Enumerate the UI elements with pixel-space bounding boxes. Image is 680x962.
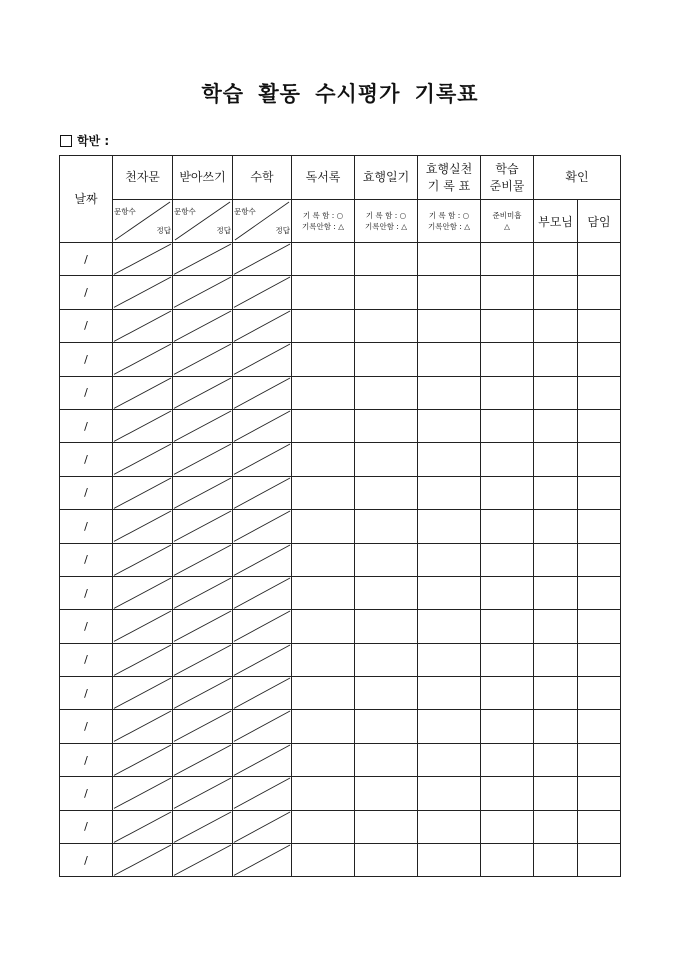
dictation-cell[interactable] [173, 576, 233, 609]
filial-record-cell[interactable] [418, 777, 481, 810]
filial-diary-cell[interactable] [355, 610, 418, 643]
dictation-cell[interactable] [173, 276, 233, 309]
parent-confirm-cell[interactable] [534, 276, 578, 309]
filial-diary-cell[interactable] [355, 543, 418, 576]
date-cell[interactable]: / [60, 510, 113, 543]
parent-confirm-cell[interactable] [534, 576, 578, 609]
date-cell[interactable]: / [60, 777, 113, 810]
evaluation-record-table [59, 155, 621, 877]
math-cell[interactable] [233, 777, 292, 810]
reading-cell[interactable] [292, 343, 355, 376]
math-cell[interactable] [233, 743, 292, 776]
supplies-cell[interactable] [481, 443, 534, 476]
parent-confirm-cell[interactable] [534, 510, 578, 543]
filial-record-cell[interactable] [418, 510, 481, 543]
chinese-cell[interactable] [113, 643, 173, 676]
reading-cell[interactable] [292, 510, 355, 543]
filial-record-cell[interactable] [418, 376, 481, 409]
subheader-filial-record: 기 록 함 : ○ 기록안함 : △ [418, 200, 481, 243]
subheader-math: 문항수 정답 [233, 200, 292, 243]
table-row [60, 677, 621, 710]
teacher-confirm-cell[interactable] [578, 510, 621, 543]
filial-record-cell[interactable] [418, 810, 481, 843]
filial-record-cell[interactable] [418, 476, 481, 509]
supplies-cell[interactable] [481, 543, 534, 576]
parent-confirm-cell[interactable] [534, 409, 578, 442]
chinese-cell[interactable] [113, 409, 173, 442]
supplies-cell[interactable] [481, 243, 534, 276]
filial-record-cell[interactable] [418, 743, 481, 776]
teacher-confirm-cell[interactable] [578, 376, 621, 409]
filial-diary-cell[interactable] [355, 576, 418, 609]
reading-cell[interactable] [292, 476, 355, 509]
header-supplies: 학습 준비물 [481, 156, 534, 200]
parent-confirm-cell[interactable] [534, 710, 578, 743]
table-row [60, 276, 621, 309]
math-cell[interactable] [233, 810, 292, 843]
table-row [60, 710, 621, 743]
math-cell[interactable] [233, 576, 292, 609]
header-teacher: 담임 [578, 200, 621, 243]
class-label: 학반 : [77, 134, 110, 148]
header-filial-record: 효행실천 기 록 표 [418, 156, 481, 200]
header-math: 수학 [233, 156, 292, 200]
math-cell[interactable] [233, 243, 292, 276]
teacher-confirm-cell[interactable] [578, 610, 621, 643]
dictation-cell[interactable] [173, 476, 233, 509]
supplies-cell[interactable] [481, 677, 534, 710]
filial-diary-cell[interactable] [355, 243, 418, 276]
parent-confirm-cell[interactable] [534, 443, 578, 476]
date-cell[interactable]: / [60, 476, 113, 509]
teacher-confirm-cell[interactable] [578, 309, 621, 342]
date-cell[interactable]: / [60, 443, 113, 476]
filial-diary-cell[interactable] [355, 643, 418, 676]
header-reading: 독서록 [292, 156, 355, 200]
filial-diary-cell[interactable] [355, 743, 418, 776]
chinese-cell[interactable] [113, 844, 173, 877]
math-cell[interactable] [233, 543, 292, 576]
reading-cell[interactable] [292, 810, 355, 843]
parent-confirm-cell[interactable] [534, 810, 578, 843]
table-row [60, 443, 621, 476]
supplies-cell[interactable] [481, 276, 534, 309]
table-row [60, 844, 621, 877]
reading-cell[interactable] [292, 743, 355, 776]
parent-confirm-cell[interactable] [534, 543, 578, 576]
filial-diary-cell[interactable] [355, 710, 418, 743]
teacher-confirm-cell[interactable] [578, 643, 621, 676]
filial-record-cell[interactable] [418, 710, 481, 743]
filial-record-cell[interactable] [418, 576, 481, 609]
subheader-supplies: 준비미흡 △ [481, 200, 534, 243]
supplies-cell[interactable] [481, 343, 534, 376]
math-cell[interactable] [233, 844, 292, 877]
table-row [60, 777, 621, 810]
table-row [60, 376, 621, 409]
filial-diary-cell[interactable] [355, 510, 418, 543]
supplies-cell[interactable] [481, 844, 534, 877]
parent-confirm-cell[interactable] [534, 743, 578, 776]
table-row [60, 643, 621, 676]
filial-diary-cell[interactable] [355, 376, 418, 409]
teacher-confirm-cell[interactable] [578, 710, 621, 743]
subheader-reading: 기 록 함 : ○ 기록안함 : △ [292, 200, 355, 243]
subheader-filial-diary: 기 록 함 : ○ 기록안함 : △ [355, 200, 418, 243]
reading-cell[interactable] [292, 443, 355, 476]
filial-diary-cell[interactable] [355, 276, 418, 309]
supplies-cell[interactable] [481, 710, 534, 743]
reading-cell[interactable] [292, 677, 355, 710]
parent-confirm-cell[interactable] [534, 309, 578, 342]
table-row [60, 476, 621, 509]
reading-cell[interactable] [292, 543, 355, 576]
table-row [60, 743, 621, 776]
table-row [60, 810, 621, 843]
teacher-confirm-cell[interactable] [578, 543, 621, 576]
subheader-chinese: 문항수 정답 [113, 200, 173, 243]
dictation-cell[interactable] [173, 443, 233, 476]
table-row [60, 243, 621, 276]
filial-record-cell[interactable] [418, 343, 481, 376]
filial-diary-cell[interactable] [355, 844, 418, 877]
parent-confirm-cell[interactable] [534, 777, 578, 810]
dictation-cell[interactable] [173, 610, 233, 643]
reading-cell[interactable] [292, 376, 355, 409]
date-cell[interactable]: / [60, 343, 113, 376]
supplies-cell[interactable] [481, 510, 534, 543]
dictation-cell[interactable] [173, 810, 233, 843]
reading-cell[interactable] [292, 276, 355, 309]
chinese-cell[interactable] [113, 476, 173, 509]
table-row [60, 576, 621, 609]
chinese-cell[interactable] [113, 543, 173, 576]
filial-record-cell[interactable] [418, 309, 481, 342]
teacher-confirm-cell[interactable] [578, 810, 621, 843]
filial-record-cell[interactable] [418, 243, 481, 276]
filial-record-cell[interactable] [418, 610, 481, 643]
header-date: 날짜 [60, 156, 113, 243]
filial-record-cell[interactable] [418, 844, 481, 877]
teacher-confirm-cell[interactable] [578, 576, 621, 609]
supplies-cell[interactable] [481, 576, 534, 609]
reading-cell[interactable] [292, 309, 355, 342]
filial-record-cell[interactable] [418, 643, 481, 676]
dictation-cell[interactable] [173, 409, 233, 442]
supplies-cell[interactable] [481, 476, 534, 509]
supplies-cell[interactable] [481, 810, 534, 843]
chinese-cell[interactable] [113, 610, 173, 643]
math-cell[interactable] [233, 376, 292, 409]
filial-record-cell[interactable] [418, 409, 481, 442]
math-cell[interactable] [233, 409, 292, 442]
teacher-confirm-cell[interactable] [578, 677, 621, 710]
date-cell[interactable]: / [60, 543, 113, 576]
chinese-cell[interactable] [113, 276, 173, 309]
reading-cell[interactable] [292, 844, 355, 877]
teacher-confirm-cell[interactable] [578, 844, 621, 877]
page-title: 학습 활동 수시평가 기록표 [201, 81, 479, 106]
teacher-confirm-cell[interactable] [578, 777, 621, 810]
reading-cell[interactable] [292, 409, 355, 442]
chinese-cell[interactable] [113, 443, 173, 476]
dictation-cell[interactable] [173, 309, 233, 342]
filial-diary-cell[interactable] [355, 343, 418, 376]
date-cell[interactable]: / [60, 810, 113, 843]
date-cell[interactable]: / [60, 409, 113, 442]
date-cell[interactable]: / [60, 376, 113, 409]
supplies-cell[interactable] [481, 743, 534, 776]
parent-confirm-cell[interactable] [534, 844, 578, 877]
chinese-cell[interactable] [113, 576, 173, 609]
chinese-cell[interactable] [113, 677, 173, 710]
filial-diary-cell[interactable] [355, 409, 418, 442]
date-cell[interactable]: / [60, 576, 113, 609]
teacher-confirm-cell[interactable] [578, 276, 621, 309]
table-row [60, 409, 621, 442]
date-cell[interactable]: / [60, 276, 113, 309]
dictation-cell[interactable] [173, 543, 233, 576]
table-row [60, 610, 621, 643]
parent-confirm-cell[interactable] [534, 476, 578, 509]
dictation-cell[interactable] [173, 376, 233, 409]
filial-record-cell[interactable] [418, 543, 481, 576]
dictation-cell[interactable] [173, 343, 233, 376]
teacher-confirm-cell[interactable] [578, 443, 621, 476]
reading-cell[interactable] [292, 243, 355, 276]
teacher-confirm-cell[interactable] [578, 476, 621, 509]
math-cell[interactable] [233, 610, 292, 643]
math-cell[interactable] [233, 309, 292, 342]
math-cell[interactable] [233, 510, 292, 543]
chinese-cell[interactable] [113, 510, 173, 543]
dictation-cell[interactable] [173, 710, 233, 743]
math-cell[interactable] [233, 677, 292, 710]
header-dictation: 받아쓰기 [173, 156, 233, 200]
chinese-cell[interactable] [113, 743, 173, 776]
date-cell[interactable]: / [60, 243, 113, 276]
supplies-cell[interactable] [481, 309, 534, 342]
reading-cell[interactable] [292, 643, 355, 676]
header-filial-diary: 효행일기 [355, 156, 418, 200]
parent-confirm-cell[interactable] [534, 643, 578, 676]
dictation-cell[interactable] [173, 777, 233, 810]
parent-confirm-cell[interactable] [534, 677, 578, 710]
chinese-cell[interactable] [113, 309, 173, 342]
table-row [60, 543, 621, 576]
dictation-cell[interactable] [173, 677, 233, 710]
filial-diary-cell[interactable] [355, 777, 418, 810]
date-cell[interactable]: / [60, 643, 113, 676]
filial-diary-cell[interactable] [355, 443, 418, 476]
math-cell[interactable] [233, 443, 292, 476]
chinese-cell[interactable] [113, 810, 173, 843]
filial-diary-cell[interactable] [355, 810, 418, 843]
date-cell[interactable]: / [60, 677, 113, 710]
chinese-cell[interactable] [113, 343, 173, 376]
reading-cell[interactable] [292, 610, 355, 643]
supplies-cell[interactable] [481, 643, 534, 676]
table-row [60, 510, 621, 543]
filial-record-cell[interactable] [418, 276, 481, 309]
subheader-dictation: 문항수 정답 [173, 200, 233, 243]
chinese-cell[interactable] [113, 243, 173, 276]
teacher-confirm-cell[interactable] [578, 409, 621, 442]
math-cell[interactable] [233, 276, 292, 309]
teacher-confirm-cell[interactable] [578, 743, 621, 776]
reading-cell[interactable] [292, 777, 355, 810]
header-confirm: 확인 [534, 156, 621, 200]
dictation-cell[interactable] [173, 844, 233, 877]
parent-confirm-cell[interactable] [534, 243, 578, 276]
dictation-cell[interactable] [173, 510, 233, 543]
math-cell[interactable] [233, 710, 292, 743]
filial-diary-cell[interactable] [355, 677, 418, 710]
supplies-cell[interactable] [481, 409, 534, 442]
filial-diary-cell[interactable] [355, 309, 418, 342]
date-cell[interactable]: / [60, 743, 113, 776]
parent-confirm-cell[interactable] [534, 343, 578, 376]
filial-diary-cell[interactable] [355, 476, 418, 509]
teacher-confirm-cell[interactable] [578, 343, 621, 376]
filial-record-cell[interactable] [418, 677, 481, 710]
reading-cell[interactable] [292, 710, 355, 743]
supplies-cell[interactable] [481, 376, 534, 409]
chinese-cell[interactable] [113, 710, 173, 743]
dictation-cell[interactable] [173, 643, 233, 676]
dictation-cell[interactable] [173, 243, 233, 276]
checkbox-square-icon [60, 135, 72, 147]
table-row [60, 309, 621, 342]
parent-confirm-cell[interactable] [534, 376, 578, 409]
teacher-confirm-cell[interactable] [578, 243, 621, 276]
date-cell[interactable]: / [60, 610, 113, 643]
math-cell[interactable] [233, 476, 292, 509]
chinese-cell[interactable] [113, 376, 173, 409]
dictation-cell[interactable] [173, 743, 233, 776]
supplies-cell[interactable] [481, 610, 534, 643]
supplies-cell[interactable] [481, 777, 534, 810]
reading-cell[interactable] [292, 576, 355, 609]
math-cell[interactable] [233, 343, 292, 376]
date-cell[interactable]: / [60, 309, 113, 342]
chinese-cell[interactable] [113, 777, 173, 810]
filial-record-cell[interactable] [418, 443, 481, 476]
header-chinese: 천자문 [113, 156, 173, 200]
parent-confirm-cell[interactable] [534, 610, 578, 643]
header-parent: 부모님 [534, 200, 578, 243]
date-cell[interactable]: / [60, 844, 113, 877]
date-cell[interactable]: / [60, 710, 113, 743]
math-cell[interactable] [233, 643, 292, 676]
class-field [60, 132, 109, 149]
table-row [60, 343, 621, 376]
